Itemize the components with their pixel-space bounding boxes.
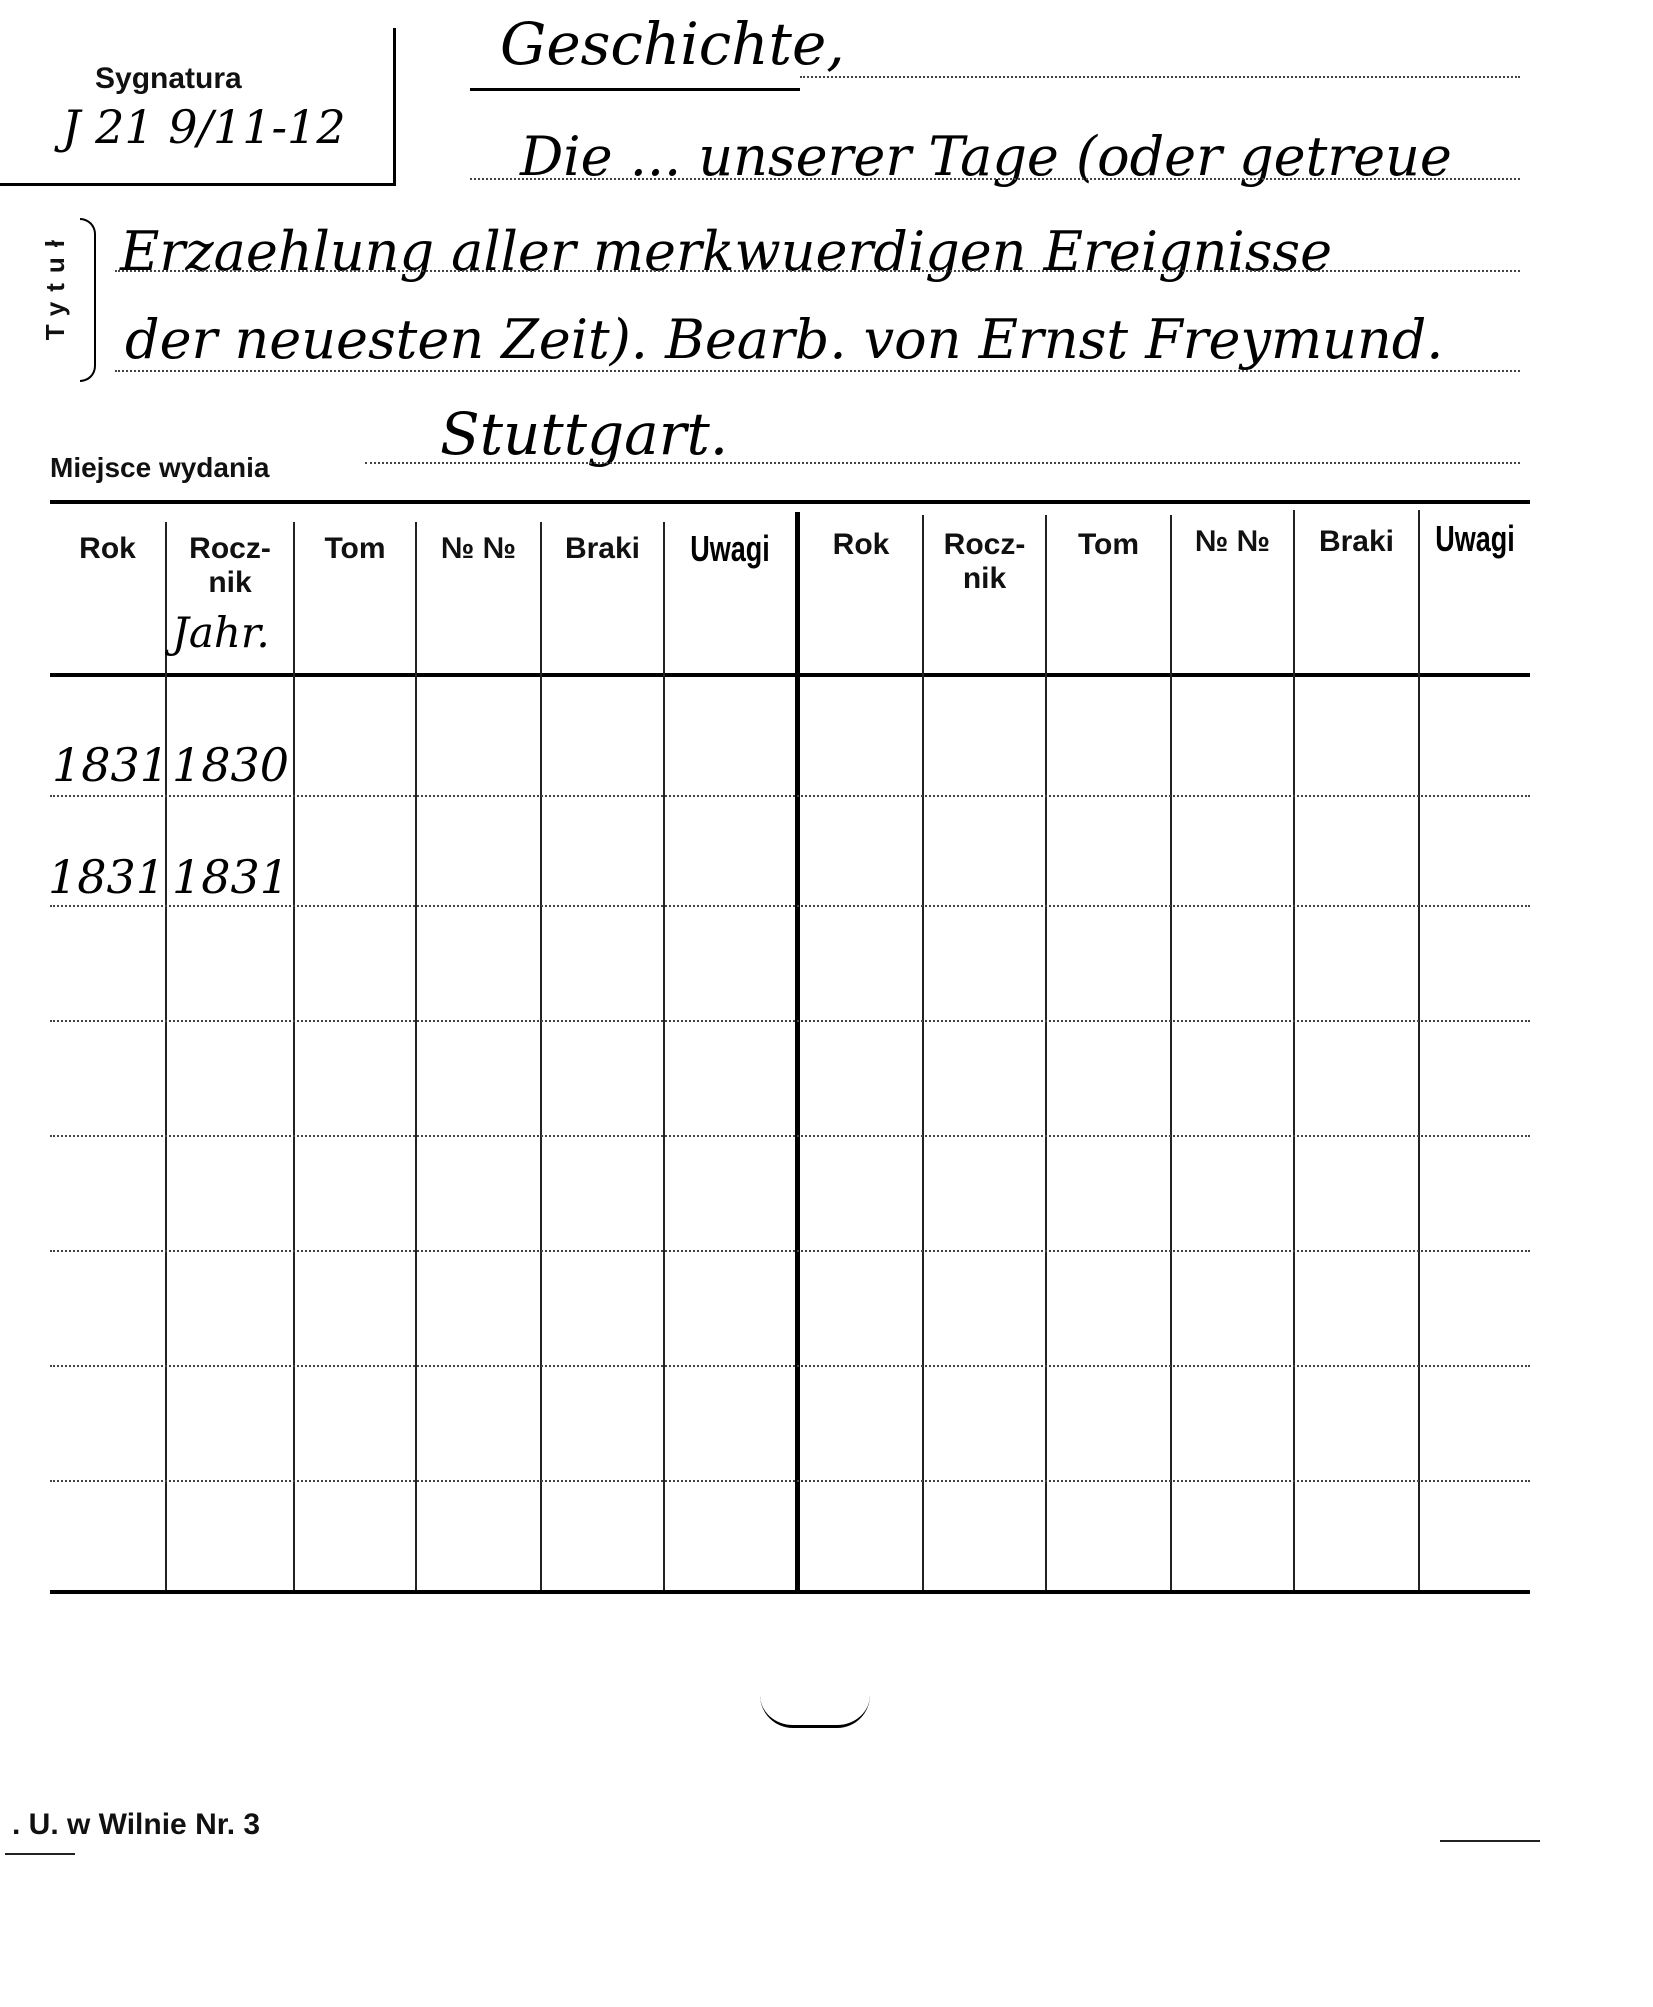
center-divider xyxy=(795,512,800,1590)
table-bottom-border xyxy=(50,1590,1530,1594)
subject-heading: Geschichte, xyxy=(500,10,845,78)
column-divider xyxy=(415,522,417,1590)
title-label: Tytuł xyxy=(40,230,70,341)
row-line xyxy=(50,1020,1530,1022)
header-rok: Rok xyxy=(79,532,136,565)
row-line xyxy=(50,1250,1530,1252)
curved-mark xyxy=(760,1695,870,1728)
header-rocznik: Rocz- nik xyxy=(189,532,271,599)
stray-line xyxy=(1440,1840,1540,1842)
column-divider xyxy=(293,522,295,1590)
dotted-line xyxy=(115,370,1520,372)
place-label: Miejsce wydania xyxy=(50,452,270,483)
cell-rok: 1831 xyxy=(52,738,170,792)
header-rocznik: Rocz- nik xyxy=(943,528,1026,595)
title-line-2: Erzaehlung aller merkwuerdigen Ereignisse xyxy=(120,220,1333,283)
dotted-line xyxy=(365,462,1520,464)
header-tom: Tom xyxy=(1077,528,1140,561)
column-divider xyxy=(1293,510,1295,1590)
header-braki: Braki xyxy=(1318,525,1395,558)
column-divider xyxy=(1170,515,1172,1590)
footer-imprint: . U. w Wilnie Nr. 3 xyxy=(12,1808,261,1841)
header-braki: Braki xyxy=(564,532,641,565)
column-divider xyxy=(540,522,542,1590)
cell-rocznik: 1830 xyxy=(172,738,290,792)
cell-rocznik: 1831 xyxy=(172,850,290,904)
row-line xyxy=(50,1480,1530,1482)
title-line-3: der neuesten Zeit). Bearb. von Ernst Freymund. xyxy=(125,308,1444,371)
stray-line xyxy=(5,1853,75,1855)
title-brace xyxy=(80,218,96,382)
header-tom: Tom xyxy=(324,532,386,565)
dotted-line xyxy=(115,270,1520,272)
header-numery: № № xyxy=(440,532,517,565)
cell-rok: 1831 xyxy=(48,850,166,904)
subject-underline xyxy=(470,88,800,91)
dotted-line xyxy=(470,178,1520,180)
title-line-1: Die ... unserer Tage (oder getreue xyxy=(520,125,1452,188)
column-divider xyxy=(1045,515,1047,1590)
signature-value: J 21 9/11-12 xyxy=(62,100,346,154)
column-divider xyxy=(663,522,665,1590)
column-divider xyxy=(1418,510,1420,1590)
rocznik-note: Jahr. xyxy=(172,608,270,657)
place-value: Stuttgart. xyxy=(440,400,729,468)
header-uwagi: Uwagi xyxy=(690,528,770,569)
header-rok: Rok xyxy=(832,528,890,561)
header-uwagi: Uwagi xyxy=(1435,518,1515,559)
column-divider xyxy=(922,515,924,1590)
row-line xyxy=(50,1365,1530,1367)
table-header-border xyxy=(50,673,1530,677)
dotted-line xyxy=(800,76,1520,78)
signature-label: Sygnatura xyxy=(95,62,242,95)
row-line xyxy=(50,1135,1530,1137)
header-numery: № № xyxy=(1194,525,1271,558)
row-line xyxy=(50,795,1530,797)
row-line xyxy=(50,905,1530,907)
table-top-border xyxy=(50,500,1530,504)
column-divider xyxy=(165,522,167,1590)
